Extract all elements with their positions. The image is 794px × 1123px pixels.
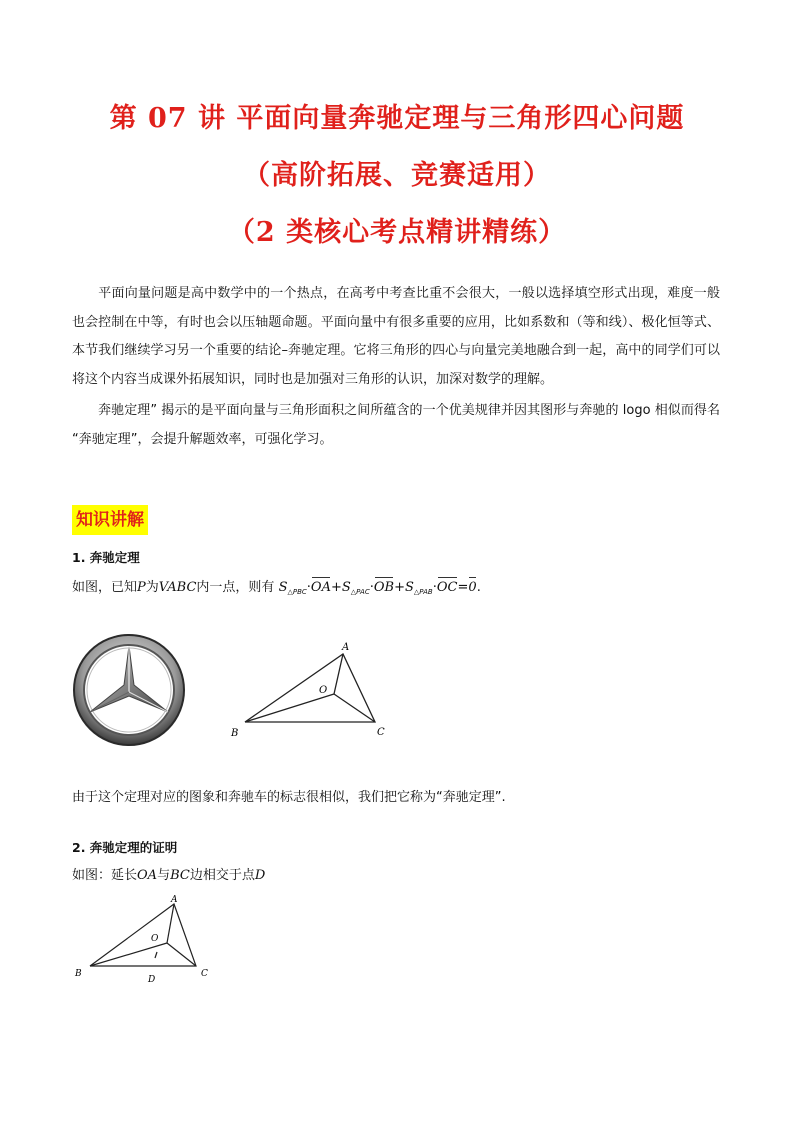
proof-mid2: 边相交于点 [189, 868, 255, 883]
fig2-label-o: O [151, 934, 159, 944]
title-line-2: （高阶拓展、竞赛适用） [243, 160, 551, 191]
segment2-od [155, 952, 157, 958]
segment-oa-label: OA [137, 868, 158, 883]
intro-paragraph-2 [72, 397, 720, 454]
equals: = [457, 580, 469, 595]
area-sub1: △PBC [287, 588, 307, 596]
intro-paragraph-1 [72, 280, 720, 394]
area-sub2: △PAC [350, 588, 370, 596]
fig1-label-o: O [319, 685, 328, 696]
plus-1: + [330, 580, 342, 595]
figure-caption: 由于这个定理对应的图象和奔驰车的标志很相似，我们把它称为“奔驰定理”. [72, 790, 506, 805]
period: . [476, 580, 481, 595]
area-sub3: △PAB [413, 588, 433, 596]
fig2-label-c: C [201, 969, 208, 979]
segment-bc-label: BC [170, 868, 190, 883]
fig2-label-a: A [171, 895, 178, 905]
segment2-ob [90, 943, 167, 966]
dot-2: · [369, 580, 374, 595]
fig1-label-b: B [231, 728, 239, 739]
fig2-label-b: B [75, 969, 82, 979]
intro-p1-text: 平面向量问题是高中数学中的一个热点，在高考中考查比重不会很大，一般以选择填空形式出现，难度一般也会控制在中等，有时也会以压轴题命题。平面向量中有很多重要的应用，比如系数和（等和线）、极化恒等式、本节我们继续学习另一个重要的结论–奔驰定理。它将三角形的四心与向量完美地融合到一起，高中的同学们可以将这个内容当成课外拓展知识，同时也是加强对三角形的认识，加深对数学的理解。 [72, 286, 720, 387]
title-line-3: （2 类核心考点精讲精练） [227, 217, 567, 248]
fig1-label-c: C [377, 727, 385, 738]
figure-2-triangle [70, 892, 220, 988]
triangle-abc: VABC [158, 580, 197, 595]
section-badge-knowledge: 知识讲解 [72, 505, 148, 535]
plus-2: + [394, 580, 405, 595]
dot-3: · [432, 580, 437, 595]
zero-vector: 0 [468, 580, 477, 595]
segment-ob [245, 694, 334, 722]
vector-oa: OA [310, 580, 331, 595]
area-s3: S [404, 580, 414, 595]
fig2-label-d: D [148, 975, 156, 985]
triangle-outline [245, 654, 375, 722]
vector-oc: OC [436, 580, 458, 595]
segment2-oa [167, 904, 174, 943]
proof-prefix: 如图：延长 [72, 868, 138, 883]
theorem-heading: 1. 奔驰定理 [72, 550, 140, 565]
benz-logo-icon [70, 632, 188, 748]
figure-1-triangle [225, 636, 395, 742]
dot-1: · [306, 580, 311, 595]
stmt-mid1: 为 [145, 580, 159, 595]
title-line-1: 第 07 讲 平面向量奔驰定理与三角形四心问题 [109, 103, 685, 134]
proof-line [72, 864, 265, 883]
triangle2-outline [90, 904, 196, 966]
stmt-prefix: 如图，已知 [72, 580, 138, 595]
point-d-label: D [254, 868, 266, 883]
area-s2: S [341, 580, 351, 595]
vector-ob: OB [373, 580, 395, 595]
area-s1: S [278, 580, 288, 595]
stmt-mid2: 内一点，则有 [196, 580, 275, 595]
fig1-label-a: A [342, 642, 350, 653]
theorem-statement [72, 576, 481, 596]
intro-p2-text: 奔驰定理” 揭示的是平面向量与三角形面积之间所蕴含的一个优美规律并因其图形与奔驰的 logo 相似而得名 “奔驰定理”，会提升解题效率，可强化学习。 [72, 403, 720, 447]
proof-heading: 2. 奔驰定理的证明 [72, 840, 178, 855]
proof-mid: 与 [157, 868, 171, 883]
point-p: P [137, 580, 146, 595]
